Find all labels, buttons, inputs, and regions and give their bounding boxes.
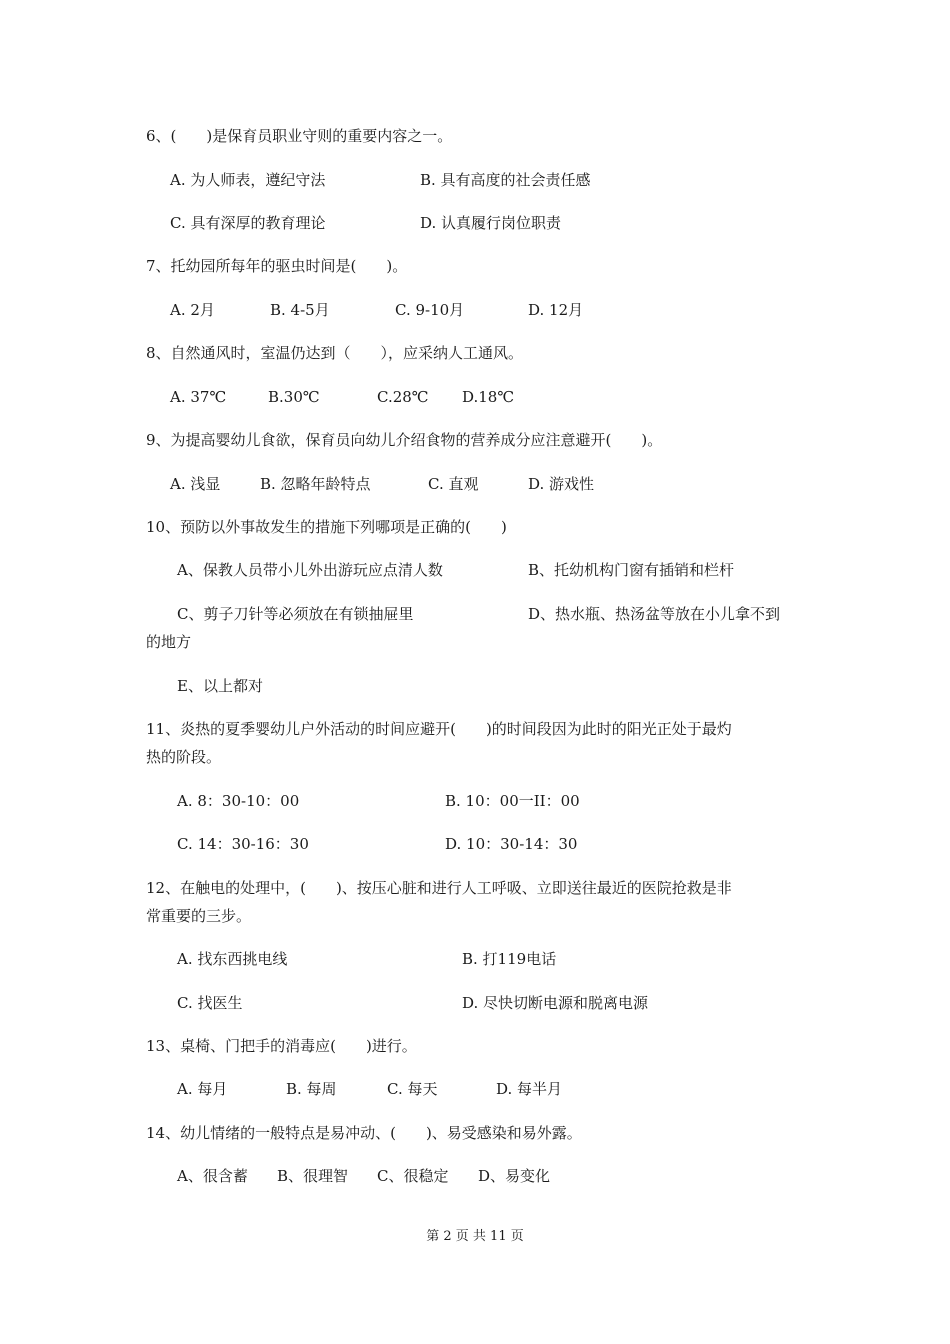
q12-option-a: A. 找东西挑电线 <box>177 950 288 968</box>
q13-option-c: C. 每天 <box>387 1080 438 1098</box>
question-9-stem: 9、为提高婴幼儿食欲，保育员向幼儿介绍食物的营养成分应注意避开( )。 <box>146 431 663 449</box>
q10-option-d-continued: 的地方 <box>146 633 192 651</box>
q8-option-c: C.28℃ <box>377 388 429 406</box>
q12-option-c: C. 找医生 <box>177 994 243 1012</box>
question-12-stem: 12、在触电的处理中，( )、按压心脏和进行人工呼吸、立即送往最近的医院抢救是非 <box>146 879 732 897</box>
q13-option-a: A. 每月 <box>177 1080 228 1098</box>
q8-option-a: A. 37℃ <box>170 388 227 406</box>
q14-option-b: B、很理智 <box>277 1167 349 1185</box>
question-11-stem-cont: 热的阶段。 <box>146 748 222 766</box>
q10-option-c: C、剪子刀针等必须放在有锁抽屉里 <box>177 605 414 623</box>
q10-option-a: A、保教人员带小儿外出游玩应点清人数 <box>177 561 443 579</box>
q12-option-b: B. 打119电话 <box>462 950 557 968</box>
q13-option-d: D. 每半月 <box>496 1080 563 1098</box>
page-number-footer: 第 2 页 共 11 页 <box>426 1229 524 1244</box>
q10-option-d: D、热水瓶、热汤盆等放在小儿拿不到 <box>528 605 781 623</box>
question-14-stem: 14、幼儿情绪的一般特点是易冲动、( )、易受感染和易外露。 <box>146 1124 582 1142</box>
q6-option-b: B. 具有高度的社会责任感 <box>420 171 591 189</box>
q7-option-d: D. 12月 <box>528 301 584 319</box>
question-11-stem: 11、炎热的夏季婴幼儿户外活动的时间应避开( )的时间段因为此时的阳光正处于最灼 <box>146 720 732 738</box>
q8-option-b: B.30℃ <box>268 388 320 406</box>
q7-option-b: B. 4-5月 <box>270 301 330 319</box>
q14-option-a: A、很含蓄 <box>177 1167 248 1185</box>
q9-option-c: C. 直观 <box>428 475 479 493</box>
q14-option-c: C、很稳定 <box>377 1167 449 1185</box>
q11-option-d: D. 10：30-14：30 <box>445 835 578 853</box>
q11-option-c: C. 14：30-16：30 <box>177 835 309 853</box>
q12-option-d: D. 尽快切断电源和脱离电源 <box>462 994 649 1012</box>
q6-option-c: C. 具有深厚的教育理论 <box>170 214 326 232</box>
q10-option-b: B、托幼机构门窗有插销和栏杆 <box>528 561 735 579</box>
question-13-stem: 13、桌椅、门把手的消毒应( )进行。 <box>146 1037 417 1055</box>
question-8-stem: 8、自然通风时，室温仍达到（ ），应采纳人工通风。 <box>146 344 524 362</box>
q7-option-a: A. 2月 <box>170 301 215 319</box>
question-6-stem: 6、( )是保育员职业守则的重要内容之一。 <box>146 127 453 145</box>
question-10-stem: 10、预防以外事故发生的措施下列哪项是正确的( ) <box>146 518 507 536</box>
q6-option-d: D. 认真履行岗位职责 <box>420 214 562 232</box>
q10-option-e: E、以上都对 <box>177 677 263 695</box>
q9-option-d: D. 游戏性 <box>528 475 595 493</box>
q13-option-b: B. 每周 <box>286 1080 337 1098</box>
q8-option-d: D.18℃ <box>462 388 515 406</box>
q9-option-b: B. 忽略年龄特点 <box>260 475 371 493</box>
q14-option-d: D、易变化 <box>478 1167 551 1185</box>
q11-option-b: B. 10：00一II：00 <box>445 792 580 810</box>
q9-option-a: A. 浅显 <box>170 475 221 493</box>
q11-option-a: A. 8：30-10：00 <box>177 792 300 810</box>
question-12-stem-cont: 常重要的三步。 <box>146 907 252 925</box>
question-7-stem: 7、托幼园所每年的驱虫时间是( )。 <box>146 257 408 275</box>
q7-option-c: C. 9-10月 <box>395 301 465 319</box>
q6-option-a: A. 为人师表，遵纪守法 <box>170 171 326 189</box>
